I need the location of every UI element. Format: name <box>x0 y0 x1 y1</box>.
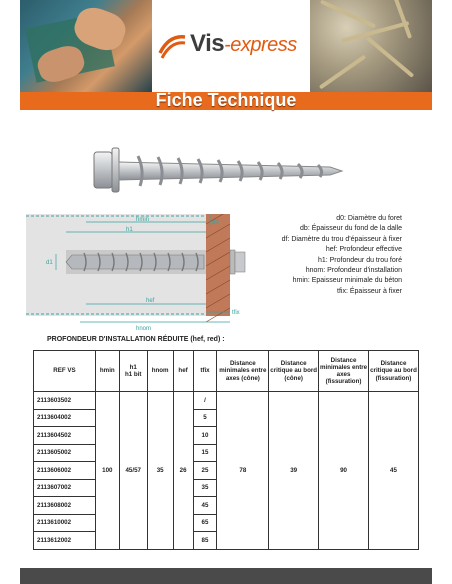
legend-item: db: Épaisseur du fond de la dalle <box>300 225 402 233</box>
col-hmin: hmin <box>95 351 119 392</box>
label-tfix: tfix <box>232 310 240 316</box>
col-hef: hef <box>173 351 193 392</box>
table-row <box>34 392 419 410</box>
ref-cell: 2113612002 <box>34 532 96 550</box>
tfix-cell: 5 <box>193 409 217 427</box>
legend-item: tfix: Épaisseur à fixer <box>337 287 402 295</box>
screw-illustration <box>90 140 350 202</box>
label-hnom: hnom <box>136 326 152 332</box>
label-d1: d1 <box>46 260 53 266</box>
label-hmin: hmin <box>136 217 150 223</box>
ref-cell: 2113606002 <box>34 462 96 480</box>
col-ref: REF VS <box>34 351 96 392</box>
tfix-cell: 10 <box>193 427 217 445</box>
col-h1: h1 h1 bit <box>119 351 147 392</box>
footer-bar <box>20 568 432 584</box>
ref-cell: 2113604002 <box>34 409 96 427</box>
logo-swoosh-icon <box>157 31 187 61</box>
ref-cell: 2113607002 <box>34 479 96 497</box>
legend-item: df: Diamètre du trou d'épaisseur à fixer <box>281 235 402 243</box>
tfix-cell: 65 <box>193 514 217 532</box>
ref-cell: 2113610002 <box>34 514 96 532</box>
installation-diagram <box>26 214 248 334</box>
col-dist-min-fiss: Distance minimales entre axes (fissuration) <box>319 351 369 392</box>
label-hef: hef <box>146 298 155 304</box>
brand-logo: Vis-express <box>190 30 297 57</box>
tfix-cell: 45 <box>193 497 217 515</box>
col-dist-crit-fiss: Distance critique au bord (fissuration) <box>369 351 419 392</box>
legend-item: h1: Profondeur du trou foré <box>317 256 402 264</box>
label-h1: h1 <box>126 227 133 233</box>
legend <box>232 214 402 297</box>
legend-item: hef: Profondeur effective <box>325 246 402 254</box>
col-dist-crit: Distance critique au bord (cône) <box>269 351 319 392</box>
dist-crit-fiss-cell: 45 <box>369 392 419 550</box>
dist-min-fiss-cell: 90 <box>319 392 369 550</box>
dist-min-cell: 78 <box>217 392 269 550</box>
ref-cell: 2113603502 <box>34 392 96 410</box>
table-subtitle: PROFONDEUR D'INSTALLATION RÉDUITE (hef, red) : <box>47 336 225 343</box>
tfix-cell: / <box>193 392 217 410</box>
label-d0: d0 <box>212 220 219 226</box>
legend-item: hnom: Profondeur d'installation <box>305 267 402 275</box>
h1-cell: 45/57 <box>119 392 147 550</box>
ref-cell: 2113604502 <box>34 427 96 445</box>
tfix-cell: 15 <box>193 444 217 462</box>
col-tfix: tfix <box>193 351 217 392</box>
ref-cell: 2113608002 <box>34 497 96 515</box>
screws-photo <box>310 0 432 92</box>
dist-crit-cell: 39 <box>269 392 319 550</box>
spec-table <box>33 350 419 550</box>
hef-cell: 26 <box>173 392 193 550</box>
tools-photo <box>20 0 152 92</box>
title-banner <box>20 92 432 110</box>
col-dist-min: Distance minimales entre axes (cône) <box>217 351 269 392</box>
table-header-row <box>34 351 419 392</box>
hnom-cell: 35 <box>147 392 173 550</box>
tfix-cell: 85 <box>193 532 217 550</box>
legend-item: d0: Diamètre du foret <box>336 215 402 222</box>
hmin-cell: 100 <box>95 392 119 550</box>
tfix-cell: 25 <box>193 462 217 480</box>
col-hnom: hnom <box>147 351 173 392</box>
legend-item: hmin: Epaisseur minimale du béton <box>292 277 402 285</box>
page-title: Fiche Technique <box>155 90 297 110</box>
ref-cell: 2113605002 <box>34 444 96 462</box>
tfix-cell: 35 <box>193 479 217 497</box>
